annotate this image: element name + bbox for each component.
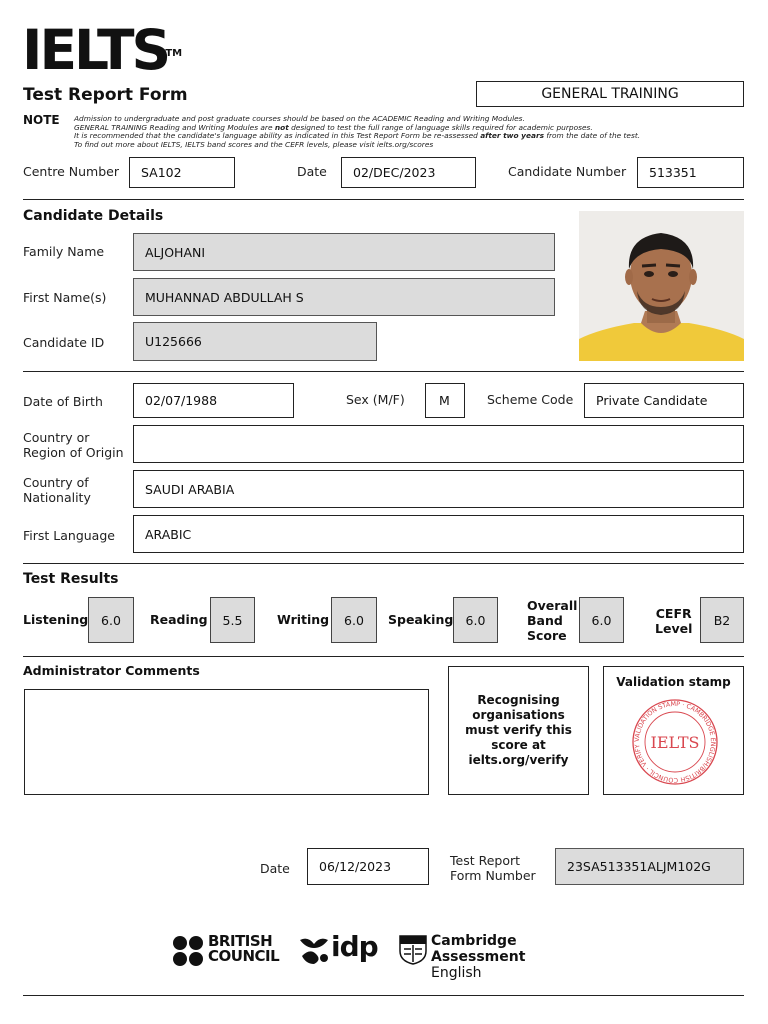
writing-label: Writing: [277, 612, 330, 627]
listening-score: 6.0: [88, 597, 134, 643]
first-names-field: MUHANNAD ABDULLAH S: [133, 278, 555, 316]
footer-divider: [23, 995, 744, 996]
divider: [23, 371, 744, 372]
form-title: Test Report Form: [23, 85, 188, 105]
speaking-label: Speaking: [388, 612, 454, 627]
british-council-text-2: COUNCIL: [208, 947, 280, 965]
country-origin-field: [133, 425, 744, 463]
validation-stamp-seal: [629, 699, 721, 785]
candidate-id-field: U125666: [133, 322, 377, 361]
first-language-field: ARABIC: [133, 515, 744, 553]
idp-mark-icon: [298, 934, 330, 966]
candidate-id-label: Candidate ID: [23, 335, 105, 350]
date-of-birth-label: Date of Birth: [23, 394, 103, 409]
first-language-label: First Language: [23, 528, 115, 543]
divider: [23, 563, 744, 564]
cefr-level-label: CEFR Level: [655, 606, 693, 636]
family-name-label: Family Name: [23, 244, 105, 259]
administrator-comments-text: [25, 690, 428, 702]
candidate-details-title: Candidate Details: [23, 208, 164, 224]
note-line-4: To find out more about IELTS, IELTS band scores and the CEFR levels, please visit ielts.org/scores: [74, 139, 434, 149]
sex-field: M: [425, 383, 465, 418]
nationality-field: SAUDI ARABIA: [133, 470, 744, 508]
note-label: NOTE: [23, 113, 60, 127]
logo-trademark: TM: [165, 48, 183, 59]
stamp-ring-text: VALIDATION STAMP · CAMBRIDGE ENGLISH/BRITISH COUNCIL · VERIFY: [632, 699, 718, 785]
british-council-logo: [172, 934, 282, 968]
issue-date-field: 06/12/2023: [307, 848, 429, 885]
trf-number-field: 23SA513351ALJM102G: [555, 848, 744, 885]
ielts-logo: [22, 18, 183, 82]
listening-label: Listening: [23, 612, 89, 627]
logo-text: IELTS: [22, 18, 169, 82]
overall-band-label: Overall Band Score: [527, 598, 578, 643]
british-council-text-1: BRITISH: [208, 932, 273, 950]
note-line-2: GENERAL TRAINING Reading and Writing Modules are not designed to test the full range of language skills required for academic purposes.: [74, 122, 593, 132]
sex-label: Sex (M/F): [346, 392, 405, 407]
centre-number-field: SA102: [129, 157, 235, 188]
note-text: [74, 115, 640, 149]
overall-band-score: 6.0: [579, 597, 624, 643]
family-name-field: ALJOHANI: [133, 233, 555, 271]
country-origin-label: Country or Region of Origin: [23, 430, 124, 460]
stamp-center-text: IELTS: [650, 733, 700, 752]
reading-score: 5.5: [210, 597, 255, 643]
cambridge-shield-icon: [399, 935, 427, 965]
speaking-score: 6.0: [453, 597, 498, 643]
british-council-dots-icon: [172, 935, 204, 967]
candidate-number-field: 513351: [637, 157, 744, 188]
divider: [23, 656, 744, 657]
idp-logo: [298, 932, 378, 968]
date-of-birth-field: 02/07/1988: [133, 383, 294, 418]
trf-number-label: Test Report Form Number: [450, 853, 536, 883]
cambridge-text-1: Cambridge Assessment: [431, 933, 526, 965]
cambridge-text-2: English: [431, 965, 482, 981]
first-names-label: First Name(s): [23, 290, 107, 305]
note-line-1: Admission to undergraduate and post graduate courses should be based on the ACADEMIC Reading and Writing Modules.: [74, 114, 525, 123]
administrator-comments-box: [24, 689, 429, 795]
candidate-number-label: Candidate Number: [508, 164, 627, 179]
divider: [23, 199, 744, 200]
writing-score: 6.0: [331, 597, 377, 643]
cambridge-logo: [399, 933, 599, 981]
verify-notice: [448, 666, 589, 795]
nationality-label: Country of Nationality: [23, 475, 91, 505]
issue-date-label: Date: [260, 861, 290, 876]
scheme-code-field: Private Candidate: [584, 383, 744, 418]
note-line-3: It is recommended that the candidate's language ability as indicated in this Test Report Form be re-assessed after two years from the date of the test.: [74, 131, 641, 141]
test-results-title: Test Results: [23, 571, 119, 587]
verify-text: Recognising organisations must verify this score at ielts.org/verify: [465, 693, 572, 767]
cefr-level-value: B2: [700, 597, 744, 643]
test-date-field: 02/DEC/2023: [341, 157, 476, 188]
module-box: GENERAL TRAINING: [476, 81, 744, 107]
centre-number-label: Centre Number: [23, 164, 119, 179]
idp-text: idp: [331, 930, 378, 963]
administrator-comments-label: Administrator Comments: [23, 663, 200, 678]
reading-label: Reading: [150, 612, 208, 627]
test-date-label: Date: [297, 164, 327, 179]
validation-stamp-label: Validation stamp: [616, 675, 731, 689]
candidate-photo: [579, 211, 744, 361]
scheme-code-label: Scheme Code: [487, 392, 574, 407]
validation-stamp-box: [603, 666, 744, 795]
